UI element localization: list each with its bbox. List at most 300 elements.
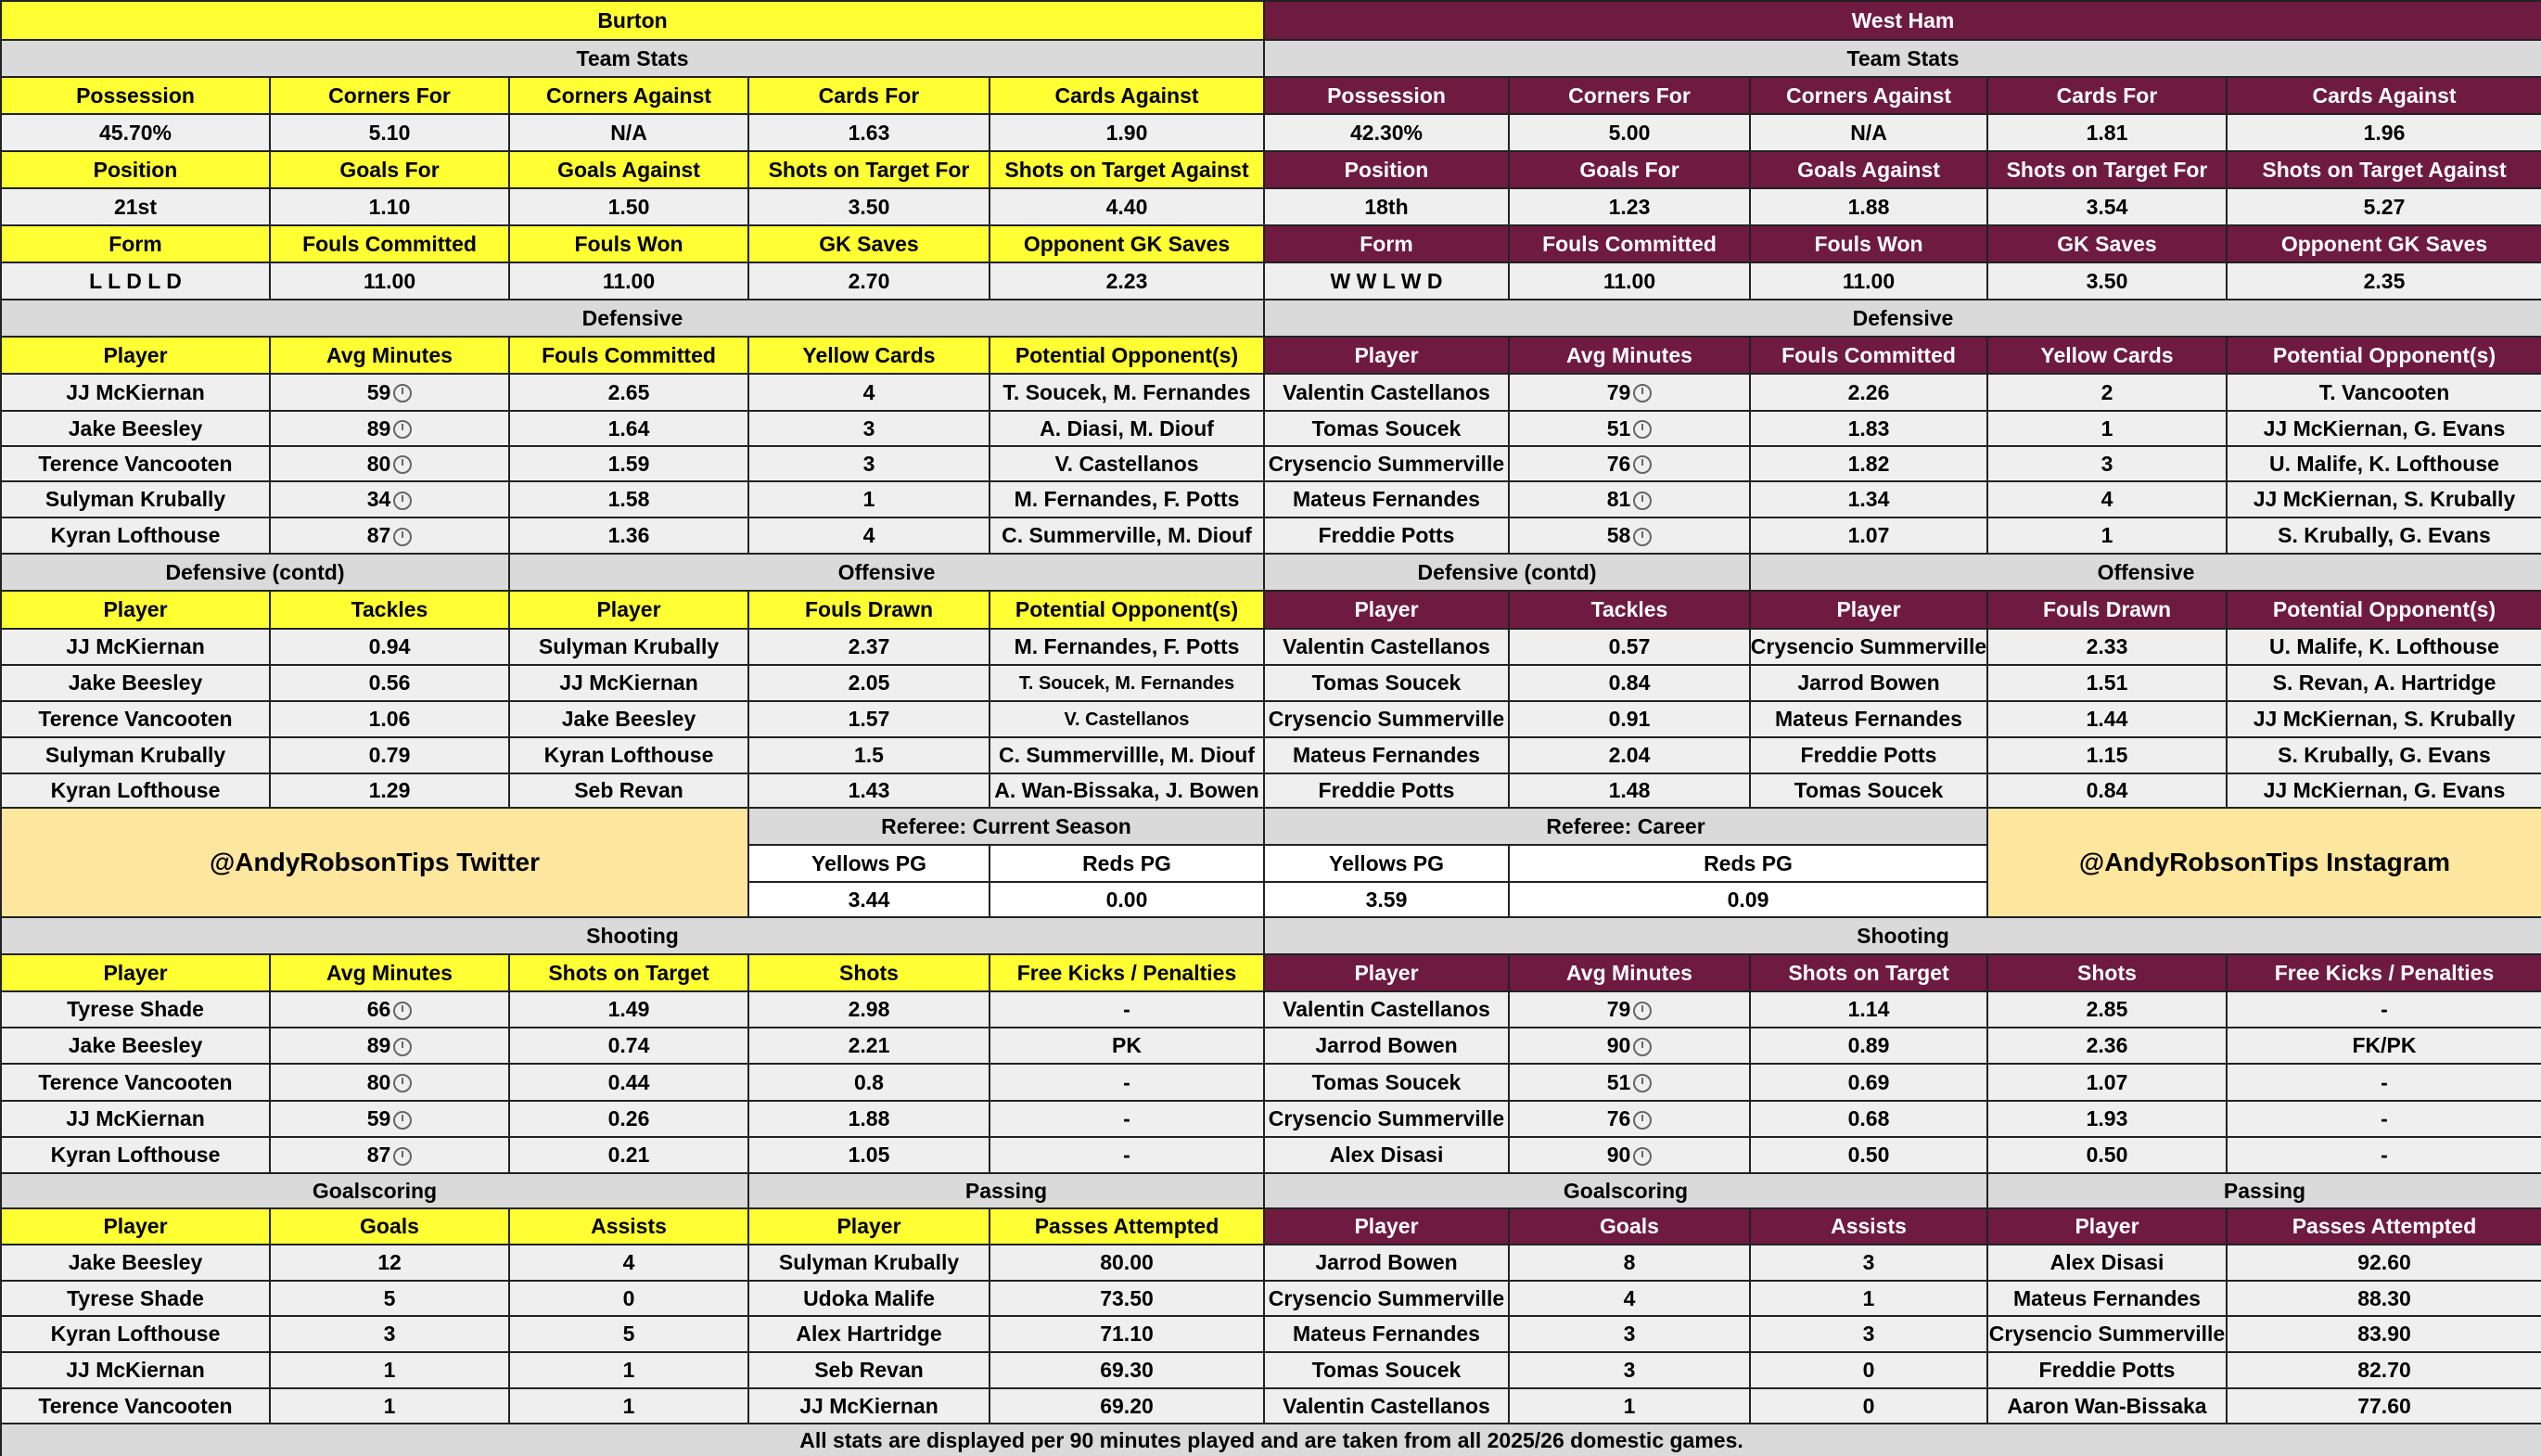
burton-team-stat-label-text: Cards Against <box>1054 83 1199 108</box>
burton-defensive-cell-text: 34 <box>366 487 391 511</box>
westham-defc-cell-text: Mateus Fernandes <box>1293 743 1480 767</box>
burton-team-stat-value <box>510 115 749 152</box>
westham-shooting-cell <box>1265 1028 1510 1065</box>
burton-shooting-cell-text: 1.05 <box>848 1143 890 1167</box>
burton-defensive-cell <box>990 412 1265 447</box>
westham-team-stat-value <box>1751 189 1988 226</box>
stopwatch-icon <box>1633 1074 1652 1092</box>
burton-shooting-header-text: Player <box>103 960 168 985</box>
burton-team-stat-value <box>2 115 271 152</box>
westham-offensive-cell <box>1988 666 2228 702</box>
burton-team-stat-label-text: Shots on Target For <box>768 157 970 182</box>
burton-team-stats-title-text: Team Stats <box>576 45 689 70</box>
burton-team-stat-value-text: 45.70% <box>98 120 172 145</box>
burton-shooting-header-text: Avg Minutes <box>326 960 453 985</box>
westham-team-stat-label <box>2228 226 2541 263</box>
burton-shooting-cell-text: 2.21 <box>848 1033 890 1057</box>
burton-defc-cell <box>2 738 271 774</box>
burton-shooting-cell <box>2 1102 271 1138</box>
westham-defensive-cell <box>2228 518 2541 555</box>
burton-passing-header-text: Player <box>836 1214 901 1238</box>
burton-passing-cell-text: Udoka Malife <box>803 1285 935 1310</box>
burton-shooting-cell-text: 2.98 <box>848 997 890 1021</box>
burton-shooting-cell-text: 0.26 <box>607 1106 650 1130</box>
westham-defensive-cell <box>1751 518 1988 555</box>
burton-shooting-cell <box>749 992 990 1028</box>
burton-team-stat-label <box>749 152 990 189</box>
westham-defc-cell <box>1510 702 1751 738</box>
burton-team-stat-value <box>749 189 990 226</box>
burton-shooting-cell <box>2 992 271 1028</box>
burton-shooting-cell-text: - <box>1123 1106 1130 1130</box>
burton-team-stat-label-text: Cards For <box>818 83 920 108</box>
burton-shooting-cell-text: 0.8 <box>854 1069 884 1094</box>
westham-shooting-cell <box>1265 1065 1510 1102</box>
burton-team-stats-title <box>2 41 1265 78</box>
westham-offensive-cell <box>2228 774 2541 809</box>
westham-offensive-cell <box>1751 666 1988 702</box>
burton-defensive-cell-text: C. Summerville, M. Diouf <box>1002 523 1252 547</box>
westham-team-stat-value-text: 18th <box>1364 194 1409 219</box>
burton-defensive-header <box>271 338 510 375</box>
stopwatch-icon <box>1633 528 1652 546</box>
stopwatch-icon <box>393 420 412 439</box>
burton-defc-cell-text: 0.79 <box>368 743 411 767</box>
burton-team-stat-label <box>2 78 271 115</box>
westham-shooting-cell <box>1988 1028 2228 1065</box>
westham-defc-header <box>1265 592 1510 630</box>
westham-team-stat-label <box>1510 152 1751 189</box>
westham-team-stat-label-text: Fouls Committed <box>1542 231 1717 256</box>
burton-defc-cell <box>271 738 510 774</box>
burton-team-stat-value-text: 2.23 <box>1105 268 1148 293</box>
westham-shooting-header <box>2228 955 2541 992</box>
burton-defensive-cell <box>510 447 749 482</box>
burton-passing-cell-text: 80.00 <box>1100 1250 1154 1274</box>
burton-offensive-cell-text: Seb Revan <box>574 778 683 802</box>
westham-passing-cell-text: Aaron Wan-Bissaka <box>2007 1393 2207 1418</box>
burton-shooting-cell <box>749 1028 990 1065</box>
burton-offensive-cell-text: JJ McKiernan <box>559 671 698 695</box>
burton-shooting-cell <box>990 992 1265 1028</box>
westham-goalscoring-header-text: Assists <box>1831 1214 1907 1238</box>
westham-team-stat-value-text: 1.88 <box>1847 194 1890 219</box>
burton-team-stat-label-text: Form <box>109 231 162 256</box>
burton-defensive-cell-text: A. Diasi, M. Diouf <box>1040 415 1214 441</box>
burton-defensive-cell <box>749 447 990 482</box>
burton-defensive-header <box>2 338 271 375</box>
burton-defensive-cell-text: 89 <box>366 415 391 441</box>
westham-team-stat-value-text: 5.00 <box>1608 120 1651 145</box>
burton-defc-cell <box>2 630 271 666</box>
burton-shooting-cell <box>749 1138 990 1174</box>
westham-defensive-cell <box>2228 412 2541 447</box>
westham-defensive-cell <box>1265 518 1510 555</box>
westham-team-stat-label-text: Corners Against <box>1785 83 1952 108</box>
westham-shooting-header <box>1265 955 1510 992</box>
westham-shooting-cell-text: - <box>2381 1106 2388 1130</box>
westham-shooting-cell <box>1265 1138 1510 1174</box>
westham-defensive-header <box>1988 338 2228 375</box>
footer-note-text: All stats are displayed per 90 minutes played and are taken from all 2025/26 domestic games. <box>799 1427 1743 1452</box>
burton-offensive-cell-text: 2.05 <box>848 671 890 695</box>
referee-career-title <box>1265 809 1988 846</box>
burton-team-stat-value-text: 5.10 <box>368 120 411 145</box>
westham-shooting-header <box>1510 955 1751 992</box>
westham-passing-cell <box>1988 1389 2228 1424</box>
westham-shooting-cell <box>2228 1028 2541 1065</box>
burton-team-stat-label-text: Fouls Won <box>574 231 683 256</box>
burton-team-stat-value-text: 11.00 <box>602 268 656 293</box>
westham-passing-cell <box>2228 1282 2541 1317</box>
burton-goalscoring-title-text: Goalscoring <box>312 1178 438 1203</box>
burton-defensive-cell-text: 1 <box>862 487 875 511</box>
westham-passing-cell-text: Freddie Potts <box>2038 1358 2176 1382</box>
westham-passing-cell-text: Mateus Fernandes <box>2013 1285 2201 1310</box>
westham-offensive-cell-text: 1.44 <box>2086 707 2128 731</box>
westham-team-stat-label <box>1751 226 1988 263</box>
westham-goalscoring-cell <box>1751 1317 1988 1353</box>
westham-team-stat-label-text: Possession <box>1327 83 1446 108</box>
westham-shooting-cell-text: Alex Disasi <box>1329 1143 1444 1167</box>
westham-defensive-cell-text: 3 <box>2100 451 2113 476</box>
burton-defensive-cell <box>990 447 1265 482</box>
westham-goalscoring-cell-text: 4 <box>1623 1285 1636 1310</box>
westham-team-stats-title <box>1265 41 2541 78</box>
stopwatch-icon <box>393 455 412 474</box>
burton-shooting-header-text: Shots on Target <box>548 960 709 985</box>
westham-goalscoring-cell-text: Jarrod Bowen <box>1315 1250 1458 1274</box>
westham-team-stat-value <box>1265 263 1510 300</box>
burton-goalscoring-cell <box>510 1317 749 1353</box>
westham-team-stat-label <box>1751 152 1988 189</box>
westham-passing-header-text: Player <box>2075 1214 2139 1238</box>
westham-shooting-cell <box>1751 1102 1988 1138</box>
burton-defensive-cell-text: 2.65 <box>607 379 650 404</box>
burton-goalscoring-cell-text: 5 <box>383 1285 396 1310</box>
westham-shooting-cell-text: 1.07 <box>2086 1069 2128 1094</box>
burton-team-stat-label-text: Corners Against <box>545 83 712 108</box>
westham-passing-cell <box>1988 1282 2228 1317</box>
westham-defensive-cell-text: 58 <box>1606 523 1631 547</box>
westham-offensive-cell-text: Mateus Fernandes <box>1775 707 1962 731</box>
westham-goalscoring-cell-text: 3 <box>1623 1358 1636 1382</box>
referee-career-yellows <box>1265 883 1510 918</box>
burton-goalscoring-header-text: Assists <box>591 1214 667 1238</box>
westham-team-stat-label <box>1265 78 1510 115</box>
westham-defensive-contd-title <box>1265 555 1751 592</box>
westham-defc-header-text: Tackles <box>1590 597 1668 621</box>
burton-defensive-header <box>510 338 749 375</box>
westham-goalscoring-cell <box>1510 1353 1751 1389</box>
stopwatch-icon <box>393 1074 412 1092</box>
referee-career-reds-text: 0.09 <box>1727 887 1769 912</box>
burton-offensive-cell-text: C. Summervillle, M. Diouf <box>998 743 1256 767</box>
burton-shooting-cell <box>271 1028 510 1065</box>
westham-goalscoring-cell <box>1751 1245 1988 1282</box>
westham-team-stat-value-text: 2.35 <box>2363 268 2406 293</box>
westham-team-stat-label <box>2228 152 2541 189</box>
westham-shooting-header-text: Free Kicks / Penalties <box>2274 960 2495 985</box>
westham-shooting-cell-text: FK/PK <box>2352 1033 2417 1057</box>
burton-offensive-title-text: Offensive <box>837 559 936 584</box>
burton-passing-header <box>749 1209 990 1245</box>
westham-team-stat-value-text: 5.27 <box>2363 194 2406 219</box>
burton-shooting-cell-text: 66 <box>366 997 391 1021</box>
westham-offensive-header-text: Fouls Drawn <box>2042 597 2171 621</box>
burton-shooting-cell-text: Kyran Lofthouse <box>50 1143 221 1167</box>
burton-shooting-header-text: Free Kicks / Penalties <box>1016 960 1237 985</box>
westham-defensive-cell-text: S. Krubally, G. Evans <box>2278 523 2491 547</box>
westham-goalscoring-cell <box>1265 1389 1510 1424</box>
westham-shooting-cell <box>1510 1138 1751 1174</box>
westham-passing-header <box>1988 1209 2228 1245</box>
footer-note <box>2 1424 2541 1456</box>
burton-goalscoring-cell-text: 1 <box>622 1393 635 1418</box>
burton-shooting-cell-text: 0.21 <box>607 1143 650 1167</box>
burton-passing-cell <box>749 1317 990 1353</box>
westham-goalscoring-cell <box>1265 1282 1510 1317</box>
burton-defensive-header-text: Player <box>103 342 168 367</box>
burton-defc-header-text: Tackles <box>351 597 428 621</box>
referee-career-reds-label <box>1510 846 1988 883</box>
burton-defensive-cell-text: 1.64 <box>607 415 650 441</box>
burton-defc-cell <box>271 630 510 666</box>
westham-team-stat-label-text: Form <box>1360 231 1413 256</box>
burton-goalscoring-cell <box>510 1282 749 1317</box>
westham-team-stat-value-text: 42.30% <box>1349 120 1423 145</box>
stopwatch-icon <box>393 384 412 402</box>
westham-offensive-cell <box>2228 702 2541 738</box>
westham-team-stat-value <box>2228 115 2541 152</box>
westham-shooting-cell <box>2228 1102 2541 1138</box>
westham-defensive-cell <box>1265 447 1510 482</box>
westham-defensive-cell-text: U. Malife, K. Lofthouse <box>2269 451 2499 476</box>
referee-current-title-text: Referee: Current Season <box>881 813 1131 838</box>
westham-defensive-cell <box>1751 447 1988 482</box>
burton-goalscoring-cell <box>2 1389 271 1424</box>
westham-goalscoring-cell-text: Mateus Fernandes <box>1293 1322 1480 1346</box>
burton-shooting-cell <box>990 1102 1265 1138</box>
westham-goalscoring-cell <box>1751 1389 1988 1424</box>
burton-defensive-contd-title-text: Defensive (contd) <box>165 559 345 584</box>
westham-goalscoring-cell-text: Valentin Castellanos <box>1283 1393 1490 1418</box>
referee-career-reds-label-text: Reds PG <box>1704 850 1793 875</box>
westham-team-stat-label <box>1510 78 1751 115</box>
burton-team-stat-value-text: 3.50 <box>848 194 890 219</box>
burton-team-stat-label-text: Position <box>93 157 178 182</box>
burton-shooting-header-text: Shots <box>839 960 899 985</box>
burton-team-stat-value-text: 2.70 <box>848 268 890 293</box>
referee-current-reds-label-text: Reds PG <box>1082 850 1171 875</box>
burton-defensive-cell-text: 3 <box>862 415 875 441</box>
burton-team-stat-value <box>271 115 510 152</box>
burton-defensive-header <box>990 338 1265 375</box>
westham-goalscoring-header <box>1265 1209 1510 1245</box>
westham-team-stat-value-text: 11.00 <box>1842 268 1896 293</box>
burton-goalscoring-cell-text: 1 <box>383 1358 396 1382</box>
burton-shooting-cell <box>510 992 749 1028</box>
referee-career-reds <box>1510 883 1988 918</box>
burton-team-stat-label <box>271 152 510 189</box>
westham-defc-cell-text: Valentin Castellanos <box>1283 634 1490 658</box>
burton-defensive-cell <box>510 375 749 412</box>
westham-offensive-cell-text: 2.33 <box>2086 634 2128 658</box>
westham-defc-cell-text: 0.84 <box>1608 671 1651 695</box>
westham-team-stat-label-text: Cards Against <box>2312 83 2457 108</box>
burton-shooting-cell-text: 59 <box>366 1106 391 1130</box>
westham-shooting-cell <box>1751 1028 1988 1065</box>
westham-offensive-title <box>1751 555 2541 592</box>
westham-team-stat-label-text: GK Saves <box>2057 231 2157 256</box>
burton-team-stat-value-text: 1.50 <box>607 194 650 219</box>
burton-offensive-header-text: Fouls Drawn <box>804 597 933 621</box>
burton-offensive-cell-text: Jake Beesley <box>561 707 696 731</box>
burton-team-stat-value-text: 1.10 <box>368 194 411 219</box>
westham-shooting-cell <box>1751 992 1988 1028</box>
burton-team-stat-label-text: GK Saves <box>819 231 919 256</box>
burton-shooting-cell-text: - <box>1123 1143 1130 1167</box>
westham-shooting-cell <box>2228 1065 2541 1102</box>
westham-offensive-cell-text: JJ McKiernan, G. Evans <box>2263 778 2506 802</box>
stopwatch-icon <box>1633 384 1652 402</box>
westham-defc-cell <box>1265 702 1510 738</box>
burton-passing-cell-text: JJ McKiernan <box>799 1393 939 1418</box>
burton-team-header-text: Burton <box>597 7 668 32</box>
westham-offensive-cell <box>2228 630 2541 666</box>
westham-defensive-cell-text: 4 <box>2100 487 2113 511</box>
burton-offensive-cell <box>990 666 1265 702</box>
burton-team-stat-value-text: 1.90 <box>1105 120 1148 145</box>
westham-defensive-cell <box>1988 412 2228 447</box>
westham-team-stat-label-text: Position <box>1344 157 1429 182</box>
westham-team-stat-value-text: 11.00 <box>1602 268 1656 293</box>
burton-team-stat-label-text: Goals For <box>339 157 440 182</box>
burton-defensive-cell-text: M. Fernandes, F. Potts <box>1014 487 1240 511</box>
westham-offensive-cell-text: S. Krubally, G. Evans <box>2278 743 2491 767</box>
westham-goalscoring-header-text: Goals <box>1600 1214 1659 1238</box>
westham-goalscoring-cell-text: 3 <box>1862 1322 1875 1346</box>
westham-team-stat-label <box>1265 152 1510 189</box>
westham-offensive-header <box>1988 592 2228 630</box>
burton-goalscoring-header <box>271 1209 510 1245</box>
referee-career-yellows-text: 3.59 <box>1365 887 1408 912</box>
burton-offensive-cell-text: 1.43 <box>848 778 890 802</box>
westham-offensive-cell <box>2228 666 2541 702</box>
westham-offensive-cell <box>1988 774 2228 809</box>
twitter-promo-text: @AndyRobsonTips Twitter <box>209 848 541 876</box>
westham-team-stat-label <box>1988 78 2228 115</box>
westham-shooting-cell <box>1988 1102 2228 1138</box>
westham-goalscoring-cell-text: 1 <box>1623 1393 1636 1418</box>
burton-team-stat-value <box>990 263 1265 300</box>
burton-defc-cell-text: Jake Beesley <box>68 671 203 695</box>
westham-offensive-cell-text: U. Malife, K. Lofthouse <box>2269 634 2499 658</box>
westham-shooting-header-text: Player <box>1354 960 1419 985</box>
burton-defensive-header-text: Yellow Cards <box>802 342 936 367</box>
westham-offensive-cell-text: JJ McKiernan, S. Krubally <box>2253 707 2516 731</box>
burton-defensive-cell <box>990 482 1265 518</box>
burton-goalscoring-cell <box>271 1389 510 1424</box>
burton-shooting-cell-text: 0.74 <box>607 1033 650 1057</box>
burton-defensive-cell <box>510 518 749 555</box>
westham-goalscoring-cell <box>1510 1389 1751 1424</box>
westham-defc-cell <box>1265 630 1510 666</box>
burton-shooting-cell <box>990 1138 1265 1174</box>
westham-offensive-cell-text: Crysencio Summerville <box>1751 634 1987 658</box>
westham-team-stat-label <box>2228 78 2541 115</box>
burton-team-stat-label <box>510 152 749 189</box>
burton-goalscoring-cell-text: Terence Vancooten <box>38 1393 233 1418</box>
westham-passing-cell-text: Alex Disasi <box>2049 1250 2164 1274</box>
burton-team-stat-value <box>510 189 749 226</box>
burton-goalscoring-cell-text: 1 <box>622 1358 635 1382</box>
burton-team-stat-label <box>990 226 1265 263</box>
stopwatch-icon <box>1633 1111 1652 1130</box>
referee-career-title-text: Referee: Career <box>1546 813 1705 838</box>
burton-shooting-cell-text: 1.88 <box>848 1106 890 1130</box>
westham-shooting-cell-text: 0.50 <box>2086 1143 2128 1167</box>
westham-defensive-cell-text: 2.26 <box>1847 379 1890 404</box>
burton-defc-cell <box>2 774 271 809</box>
burton-defc-cell <box>2 666 271 702</box>
westham-goalscoring-header-text: Player <box>1354 1214 1419 1238</box>
referee-current-reds-text: 0.00 <box>1105 887 1148 912</box>
burton-offensive-cell-text: T. Soucek, M. Fernandes <box>1018 672 1235 694</box>
westham-team-stat-value <box>1988 115 2228 152</box>
burton-defensive-cell-text: 59 <box>366 379 391 404</box>
westham-defensive-cell-text: 1 <box>2100 523 2113 547</box>
westham-shooting-cell <box>1751 1065 1988 1102</box>
westham-shooting-title-text: Shooting <box>1857 923 1949 948</box>
westham-team-stat-value <box>1988 189 2228 226</box>
westham-shooting-cell <box>1510 1102 1751 1138</box>
burton-offensive-cell <box>749 666 990 702</box>
westham-defensive-title <box>1265 300 2541 338</box>
burton-passing-header-text: Passes Attempted <box>1034 1214 1219 1238</box>
referee-career-yellows-label <box>1265 846 1510 883</box>
burton-shooting-cell-text: PK <box>1112 1033 1142 1057</box>
burton-defensive-cell <box>990 375 1265 412</box>
burton-team-stat-value <box>749 263 990 300</box>
referee-current-yellows-text: 3.44 <box>848 887 890 912</box>
westham-team-stat-value <box>1265 115 1510 152</box>
westham-defc-cell-text: 2.04 <box>1608 743 1651 767</box>
burton-team-stat-value <box>2 189 271 226</box>
burton-defc-cell-text: Kyran Lofthouse <box>50 778 221 802</box>
burton-offensive-cell <box>749 738 990 774</box>
stopwatch-icon <box>393 1002 412 1020</box>
westham-shooting-cell-text: Jarrod Bowen <box>1315 1033 1458 1057</box>
westham-team-stat-value <box>1265 189 1510 226</box>
westham-offensive-cell <box>1751 702 1988 738</box>
burton-team-stat-label <box>749 226 990 263</box>
westham-team-stat-label-text: Goals Against <box>1797 157 1940 182</box>
westham-offensive-cell-text: S. Revan, A. Hartridge <box>2272 671 2496 695</box>
westham-shooting-cell-text: 90 <box>1606 1143 1631 1167</box>
westham-offensive-cell-text: Jarrod Bowen <box>1797 671 1940 695</box>
westham-passing-cell <box>1988 1353 2228 1389</box>
burton-shooting-cell-text: - <box>1123 1069 1130 1094</box>
westham-team-stat-value-text: 1.81 <box>2086 120 2128 145</box>
westham-team-stat-label <box>1510 226 1751 263</box>
burton-shooting-cell <box>990 1028 1265 1065</box>
burton-offensive-header <box>749 592 990 630</box>
stopwatch-icon <box>1633 492 1652 510</box>
burton-offensive-cell-text: Sulyman Krubally <box>538 634 720 658</box>
westham-team-stat-label <box>1988 152 2228 189</box>
westham-shooting-title <box>1265 918 2541 955</box>
